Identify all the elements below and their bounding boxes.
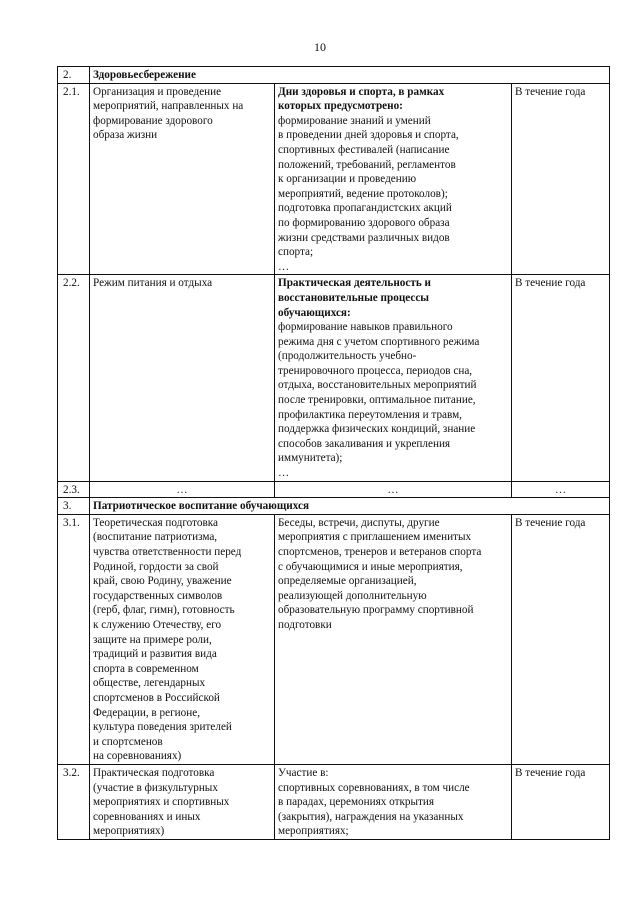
event-content-line: отдыха, восстановительных мероприятий xyxy=(278,379,477,392)
event-name-line: на соревнованиях) xyxy=(93,750,182,763)
event-content-line: по формированию здорового образа xyxy=(278,216,450,229)
event-name-line: Режим питания и отдыха xyxy=(93,277,213,290)
event-name xyxy=(90,764,275,839)
event-content-line: подготовка пропагандистских акций xyxy=(278,202,452,215)
event-content-line: тренировочного процесса, периодов сна, xyxy=(278,364,473,377)
event-content-line: после тренировки, оптимальное питание, xyxy=(278,394,476,407)
event-name-line: образа жизни xyxy=(93,129,158,142)
section-row xyxy=(58,498,610,515)
event-content xyxy=(275,275,512,481)
row-number: 3.1. xyxy=(58,514,90,764)
event-content-line: мероприятиях; xyxy=(278,825,349,838)
event-content-line: Участие в: xyxy=(278,766,329,779)
row-number: 2.3. xyxy=(58,481,90,498)
event-content-line: … xyxy=(387,483,399,496)
event-content-line: способов закаливания и укрепления xyxy=(278,437,451,450)
event-name-line: формирование здорового xyxy=(93,114,213,127)
event-content-line: в проведении дней здоровья и спорта, xyxy=(278,129,459,142)
event-content-line: образовательную программу спортивной xyxy=(278,604,474,617)
event-content-line: спортивных фестивалей (написание xyxy=(278,143,450,156)
event-name-line: защите на примере роли, xyxy=(93,633,212,646)
plan-table xyxy=(57,66,610,840)
table-row xyxy=(58,275,610,481)
event-term: В течение года xyxy=(512,275,610,481)
event-name-line: (воспитание патриотизма, xyxy=(93,531,218,544)
event-term: В течение года xyxy=(512,83,610,275)
event-name-line: мероприятиях и спортивных xyxy=(93,796,230,809)
event-content-line: (закрытия), награждения на указанных xyxy=(278,810,464,823)
section-title: Патриотическое воспитание обучающихся xyxy=(90,498,610,515)
event-content-heading: восстановительные процессы xyxy=(278,291,430,304)
event-content-line: режима дня с учетом спортивного режима xyxy=(278,335,480,348)
event-name-line: и спортсменов xyxy=(93,735,163,748)
row-number: 3.2. xyxy=(58,764,90,839)
event-name-line: Родиной, гордости за свой xyxy=(93,560,219,573)
event-name-line: край, свою Родину, уважение xyxy=(93,575,232,588)
event-name-line: мероприятий, направленных на xyxy=(93,100,244,113)
event-content-heading: которых предусмотрено: xyxy=(278,100,403,113)
row-number: 2.1. xyxy=(58,83,90,275)
event-content-line: формирование знаний и умений xyxy=(278,114,431,127)
section-number: 2. xyxy=(58,67,90,84)
event-content xyxy=(275,514,512,764)
section-row xyxy=(58,67,610,84)
event-content-heading: Дни здоровья и спорта, в рамках xyxy=(278,85,445,98)
event-name xyxy=(90,481,275,498)
event-name-line: культура поведения зрителей xyxy=(93,721,232,734)
event-content-line: … xyxy=(278,467,290,480)
event-content-line: спортивных соревнованиях, в том числе xyxy=(278,781,470,794)
event-content-heading: Практическая деятельность и xyxy=(278,277,431,290)
event-content-line: Беседы, встречи, диспуты, другие xyxy=(278,516,440,529)
event-name-line: спортсменов в Российской xyxy=(93,691,220,704)
table-row xyxy=(58,514,610,764)
event-content-line: спорта; xyxy=(278,246,314,259)
event-content-line: поддержка физических кондиций, знание xyxy=(278,423,476,436)
event-content-line: реализующей дополнительную xyxy=(278,589,427,602)
event-name-line: чувства ответственности перед xyxy=(93,546,242,558)
event-content-line: профилактика переутомления и травм, xyxy=(278,408,462,421)
event-name-line: спорта в современном xyxy=(93,662,199,675)
event-name-line: … xyxy=(176,483,188,496)
event-content-line: с обучающимися и иные мероприятия, xyxy=(278,560,463,573)
event-content-line: в парадах, церемониях открытия xyxy=(278,796,435,809)
event-name xyxy=(90,83,275,275)
event-content-line: спортсменов, тренеров и ветеранов спорта xyxy=(278,546,482,558)
table-row xyxy=(58,481,610,498)
plan-table-body xyxy=(58,67,610,840)
table-row xyxy=(58,83,610,275)
event-content-line: положений, требований, регламентов xyxy=(278,158,456,171)
event-content-line: формирование навыков правильного xyxy=(278,321,453,334)
table-row xyxy=(58,764,610,839)
event-content-line: определяемые организацией, xyxy=(278,575,417,588)
event-name-line: государственных символов xyxy=(93,589,223,602)
section-number: 3. xyxy=(58,498,90,515)
event-content xyxy=(275,83,512,275)
row-number: 2.2. xyxy=(58,275,90,481)
event-content-line: жизни средствами различных видов xyxy=(278,231,450,244)
event-content-line: мероприятий, ведение протоколов); xyxy=(278,187,448,200)
event-name-line: (участие в физкультурных xyxy=(93,781,218,794)
event-content xyxy=(275,764,512,839)
event-content-heading: обучающихся: xyxy=(278,306,351,319)
event-name-line: к служению Отечеству, его xyxy=(93,618,222,631)
event-term: В течение года xyxy=(512,764,610,839)
event-name-line: (герб, флаг, гимн), готовность xyxy=(93,604,235,617)
event-name-line: обществе, легендарных xyxy=(93,677,206,690)
event-name-line: соревнованиях и иных xyxy=(93,810,201,823)
event-name-line: традиций и развития вида xyxy=(93,648,217,661)
event-name-line: Практическая подготовка xyxy=(93,766,215,779)
event-content-line: мероприятия с приглашением именитых xyxy=(278,531,472,544)
event-content-line: (продолжительность учебно- xyxy=(278,350,417,363)
event-content-line: подготовки xyxy=(278,618,332,631)
event-name-line: Организация и проведение xyxy=(93,85,222,98)
event-name-line: Федерации, в регионе, xyxy=(93,706,200,719)
event-name xyxy=(90,275,275,481)
page-number: 10 xyxy=(314,40,326,54)
event-content-line: к организации и проведению xyxy=(278,173,417,186)
section-title: Здоровьесбережение xyxy=(90,67,610,84)
event-name xyxy=(90,514,275,764)
event-name-line: мероприятиях) xyxy=(93,825,165,838)
event-content-line: иммунитета); xyxy=(278,452,343,465)
event-name-line: Теоретическая подготовка xyxy=(93,516,218,529)
event-content xyxy=(275,481,512,498)
event-term: В течение года xyxy=(512,514,610,764)
event-content-line: … xyxy=(278,260,290,273)
event-term: … xyxy=(512,481,610,498)
